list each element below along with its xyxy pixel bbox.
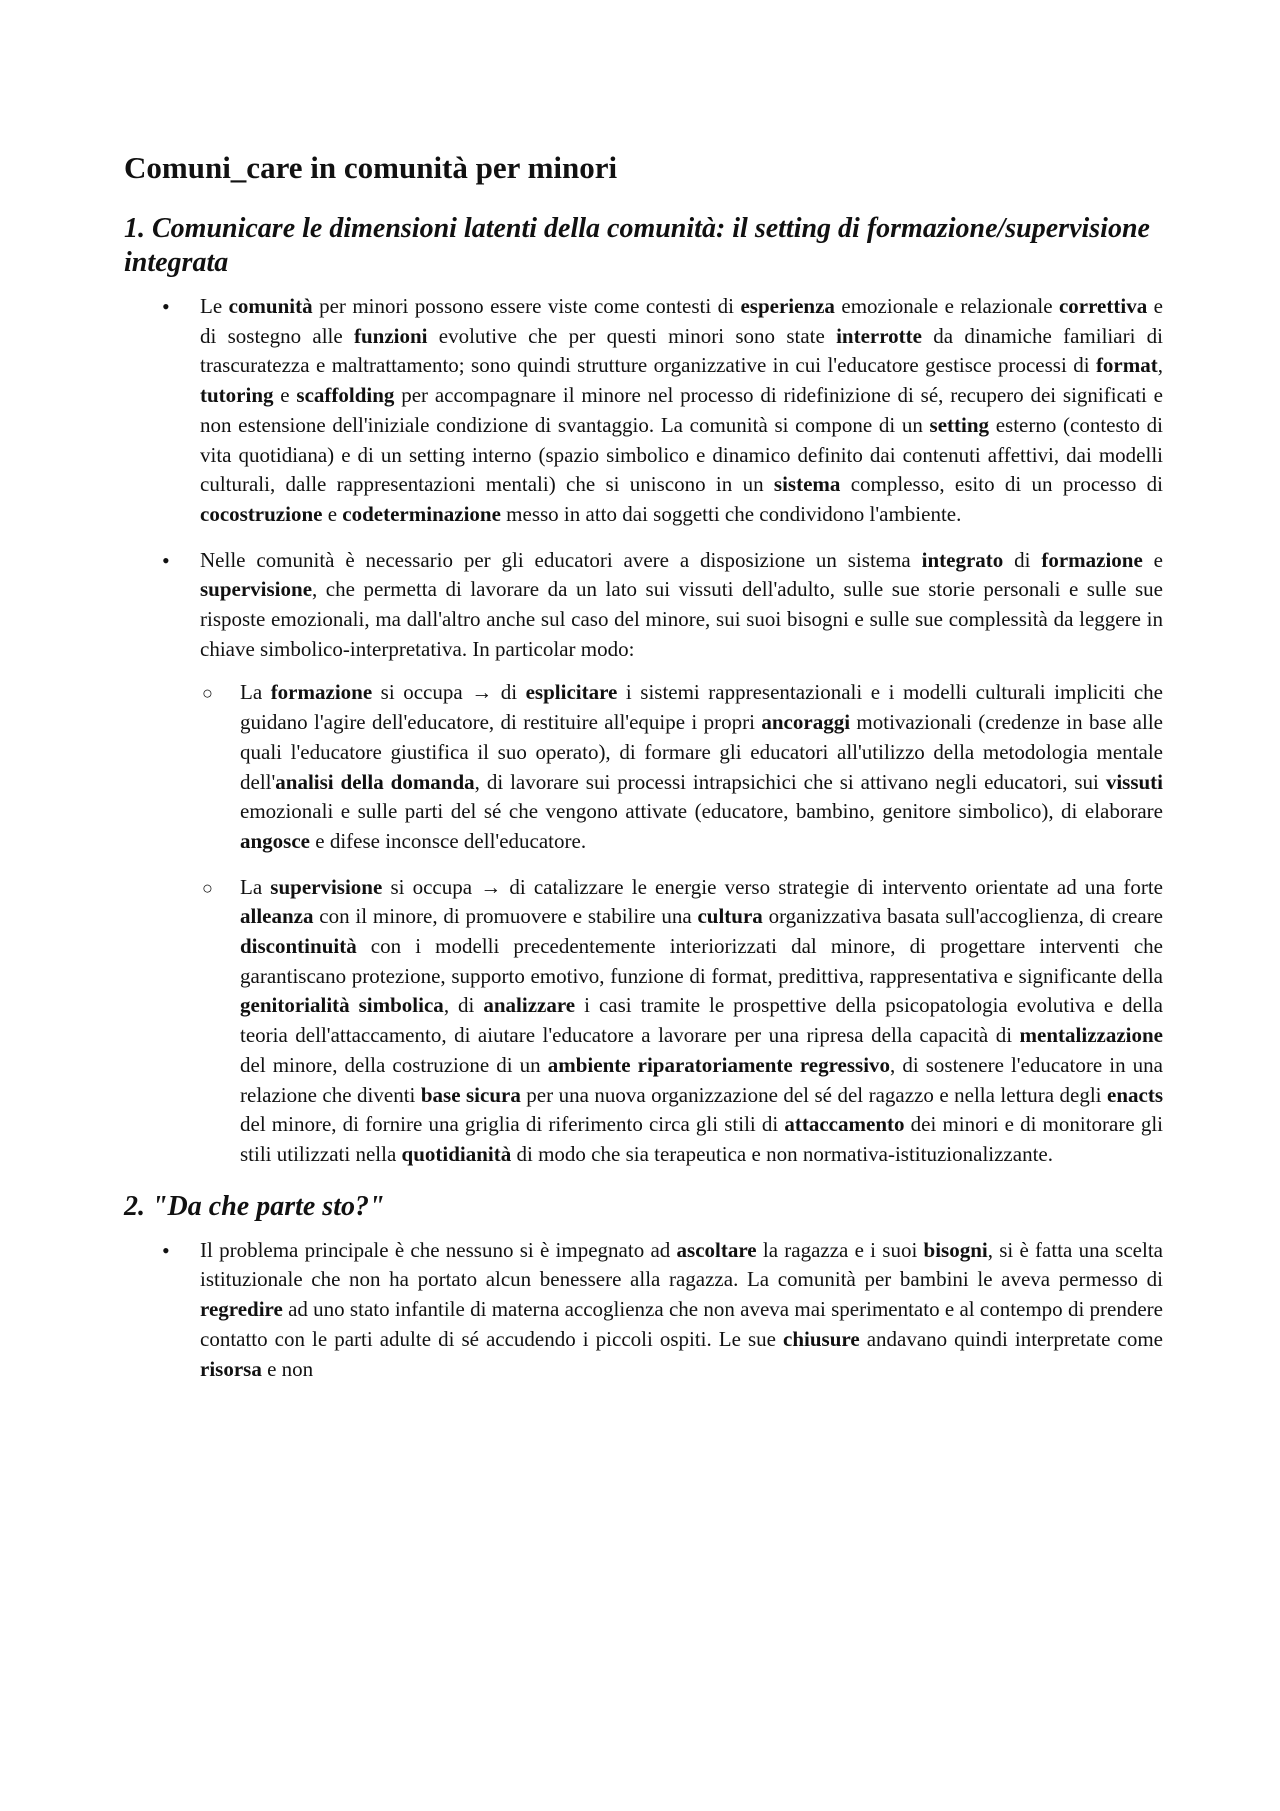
bold-term: ambiente riparatoriamente regressivo [547,1052,891,1077]
bullet-icon: • [162,547,170,573]
bold-term: analisi della domanda [275,769,475,794]
bold-term: angosce [240,828,310,853]
bold-term: analizzare [483,993,576,1018]
bold-term: esplicitare [525,680,618,705]
bold-term: codeterminazione [342,501,501,526]
paragraph: La supervisione si occupa → di catalizzare le energie verso strategie di intervento orientate ad una forte alleanza con il minore, di promuovere e stabilire una cultura organizzativa basata sull'accoglienza, di creare discontinuità con i modelli precedentemente interiorizzati dal minore, di progettare interventi che garantiscano protezione, supporto emotivo, funzione di format, predittiva, rappresentativa e significante della genitorialità simbolica, di analizzare i casi tramite le prospettive della psicopatologia evolutiva e della teoria dell'attaccamento, di aiutare l'educatore a lavorare per una ripresa della capacità di mentalizzazione del minore, della costruzione di un ambiente riparatoriamente regressivo, di sostenere l'educatore in una relazione che diventi base sicura per una nuova organizzazione del sé del ragazzo e nella lettura degli enacts del minore, di fornire una griglia di riferimento circa gli stili di attaccamento dei minori e di monitorare gli stili utilizzati nella quotidianità di modo che sia terapeutica e non normativa-istituzionalizzante. [240,874,1164,1166]
bold-term: regredire [200,1297,283,1322]
bold-term: discontinuità [240,934,357,959]
bold-term: format [1095,353,1158,378]
sub-list [200,678,1163,1169]
bold-term: tutoring [200,383,274,408]
section-2-heading: 2. "Da che parte sto?" [124,1190,385,1222]
bullet-icon: • [162,1237,170,1263]
bold-term: funzioni [353,323,428,348]
bold-term: mentalizzazione [1019,1023,1163,1048]
bold-term: alleanza [240,904,314,929]
bold-term: comunità [228,294,313,318]
bold-term: integrato [921,547,1004,572]
bold-term: chiusure [783,1326,860,1351]
bold-term: genitorialità simbolica [240,993,444,1018]
paragraph: Le comunità per minori possono essere viste come contesti di esperienza emozionale e relazionale correttiva e di sostegno alle funzioni evolutive che per questi minori sono state interrotte da dinamiche familiari di trascuratezza e maltrattamento; sono quindi strutture organizzative in cui l'educatore gestisce processi di format, tutoring e scaffolding per accompagnare il minore nel processo di ridefinizione di sé, recupero dei significati e non estensione dell'iniziale condizione di svantaggio. La comunità si compone di un setting esterno (contesto di vita quotidiana) e di un setting interno (spazio simbolico e dinamico definito dai contenuti affettivi, dai modelli culturali, dalle rappresentazioni mentali) che si uniscono in un sistema complesso, esito di un processo di cocostruzione e codeterminazione messo in atto dai soggetti che condividono l'ambiente. [200,294,1164,526]
bold-term: bisogni [923,1237,988,1262]
bold-term: esperienza [740,294,835,318]
section-1-heading: 1. Comunicare le dimensioni latenti della comunità: il setting di formazione/supervisione integrata [124,213,1150,278]
bold-term: attaccamento [784,1112,905,1137]
bold-term: formazione [1041,547,1143,572]
bold-term: cultura [697,904,763,929]
bold-term: ascoltare [676,1237,757,1262]
paragraph: La formazione si occupa → di esplicitare i sistemi rappresentazionali e i modelli culturali impliciti che guidano l'agire dell'educatore, di restituire all'equipe i propri ancoraggi motivazionali (credenze in base alle quali l'educatore giustifica il suo operato), di formare gli educatori all'utilizzo della metodologia mentale dell'analisi della domanda, di lavorare sui processi intrapsichici che si attivano negli educatori, sui vissuti emozionali e sulle parti del sé che vengono attivate (educatore, bambino, genitore simbolico), di elaborare angosce e difese inconsce dell'educatore. [240,680,1163,853]
bold-term: quotidianità [401,1141,512,1166]
bold-term: supervisione [270,874,383,899]
document-title: Comuni_care in comunità per minori [124,150,618,185]
hollow-bullet-icon: ○ [202,877,213,898]
hollow-bullet-icon: ○ [202,683,213,704]
bold-term: ancoraggi [761,710,851,735]
bold-term: vissuti [1105,769,1163,794]
sub-list-item [200,678,1163,856]
bold-term: risorsa [200,1356,262,1381]
sub-list-item [200,873,1163,1170]
bold-term: correttiva [1058,294,1148,318]
bold-term: cocostruzione [200,501,323,526]
bold-term: enacts [1107,1082,1163,1107]
bold-term: setting [929,412,990,437]
section-1-list [124,292,1163,1170]
section-2-list [124,1236,1163,1385]
bold-term: base sicura [420,1082,521,1107]
list-item [124,546,1163,1170]
bold-term: scaffolding [296,383,395,408]
bold-term: supervisione [200,577,313,602]
list-item [124,1236,1163,1385]
bullet-icon: • [162,294,170,319]
bold-term: formazione [270,680,373,705]
bold-term: interrotte [836,323,922,348]
list-item [124,292,1163,530]
paragraph: Nelle comunità è necessario per gli educatori avere a disposizione un sistema integrato di formazione e supervisione, che permetta di lavorare da un lato sui vissuti dell'adulto, sulle sue storie personali e sulle sue risposte emozionali, ma dall'altro anche sul caso del minore, sui suoi bisogni e sulle sue complessità da leggere in chiave simbolico-interpretativa. In particolar modo: [200,547,1163,661]
paragraph: Il problema principale è che nessuno si è impegnato ad ascoltare la ragazza e i suoi bisogni, si è fatta una scelta istituzionale che non ha portato alcun benessere alla ragazza. La comunità per bambini le aveva permesso di regredire ad uno stato infantile di materna accoglienza che non aveva mai sperimentato e al contempo di prendere contatto con le parti adulte di sé accudendo i piccoli ospiti. Le sue chiusure andavano quindi interpretate come risorsa e non [200,1237,1164,1381]
bold-term: sistema [773,472,841,497]
